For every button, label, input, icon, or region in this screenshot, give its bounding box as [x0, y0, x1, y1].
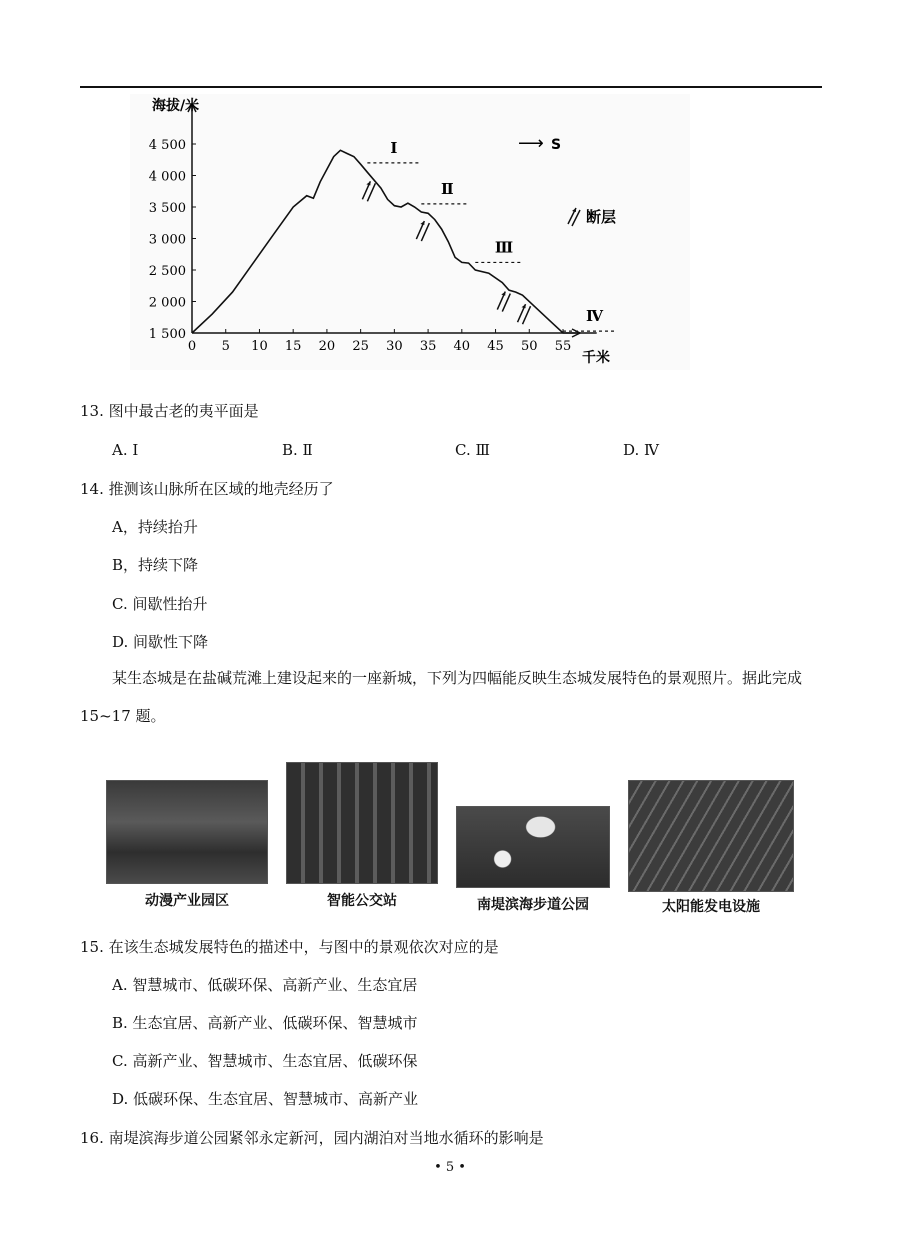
photo-strip	[100, 752, 800, 922]
question-13: 13. 图中最古老的夷平面是	[80, 402, 259, 420]
x-tick-label: 30	[386, 339, 403, 354]
q15-option-d: D. 低碳环保、生态宜居、智慧城市、高新产业	[112, 1090, 419, 1108]
x-tick-label: 25	[352, 339, 369, 354]
q13-option-a: A. Ⅰ	[112, 441, 139, 459]
y-tick-label: 2 000	[148, 295, 186, 311]
question-14: 14. 推测该山脉所在区域的地壳经历了	[80, 480, 334, 498]
x-tick-label: 45	[487, 339, 504, 354]
photo-seaside-park	[456, 806, 610, 920]
photo-solar-facility	[628, 780, 794, 920]
x-tick-label: 50	[520, 339, 538, 354]
y-tick-label: 3 500	[148, 201, 186, 216]
q13-option-d: D. Ⅳ	[623, 441, 660, 459]
x-tick-label: 35	[419, 339, 437, 354]
photo-image	[456, 806, 610, 888]
header-rule	[80, 86, 822, 88]
y-tick-label: 3 000	[148, 232, 186, 248]
x-axis-label: 千米	[582, 350, 610, 366]
terrace-label: Ⅱ	[440, 179, 454, 198]
q13-option-b: B. Ⅱ	[282, 441, 313, 459]
legend-direction	[518, 133, 561, 154]
terrace-label: Ⅰ	[390, 138, 398, 157]
q14-option-d: D. 间歇性下降	[112, 633, 209, 651]
x-tick-label: 20	[318, 339, 336, 354]
fault-legend-label: 断层	[586, 208, 617, 226]
question-16: 16. 南堤滨海步道公园紧邻永定新河，园内湖泊对当地水循环的影响是	[80, 1129, 544, 1147]
x-tick-label: 5	[221, 339, 230, 354]
intro-paragraph: 某生态城是在盐碱荒滩上建设起来的一座新城，下列为四幅能反映生态城发展特色的景观照片。据此完成 15~17 题。	[80, 669, 803, 725]
q15-option-b: B. 生态宜居、高新产业、低碳环保、智慧城市	[112, 1014, 418, 1032]
q15-option-a: A. 智慧城市、低碳环保、高新产业、生态宜居	[112, 976, 418, 994]
q14-option-c: C. 间歇性抬升	[112, 595, 208, 613]
q14-option-b: B，持续下降	[112, 556, 199, 574]
photo-caption: 南堤滨海步道公园	[477, 897, 589, 913]
x-tick-label: 10	[251, 339, 268, 354]
page-number: • 5 •	[434, 1160, 466, 1175]
terrain-profile-chart	[130, 94, 690, 370]
x-tick-label: 0	[187, 339, 197, 354]
photo-caption: 太阳能发电设施	[662, 899, 760, 915]
q15-option-c: C. 高新产业、智慧城市、生态宜居、低碳环保	[112, 1052, 418, 1070]
x-tick-label: 40	[453, 339, 471, 354]
y-tick-label: 4 000	[148, 169, 186, 185]
photo-caption: 智能公交站	[327, 893, 397, 909]
terrace-label: Ⅲ	[494, 238, 514, 257]
question-15: 15. 在该生态城发展特色的描述中，与图中的景观依次对应的是	[80, 938, 499, 956]
x-tick-label: 55	[554, 339, 572, 354]
direction-label: S	[551, 137, 562, 153]
direction-arrow-icon: ⟶	[518, 133, 544, 154]
photo-image	[286, 762, 438, 884]
terrace-label: Ⅳ	[585, 307, 604, 326]
q14-option-a: A，持续抬升	[112, 518, 198, 536]
y-tick-label: 2 500	[148, 264, 186, 279]
y-axis-label: 海拔/米	[152, 98, 200, 114]
photo-image	[628, 780, 794, 892]
y-tick-label: 4 500	[148, 138, 186, 153]
chart-background	[130, 94, 690, 370]
photo-caption: 动漫产业园区	[145, 893, 229, 909]
photo-animation-park	[106, 780, 268, 920]
x-tick-label: 15	[284, 339, 302, 354]
photo-smart-bus-stop	[286, 762, 438, 920]
photo-image	[106, 780, 268, 884]
q13-option-c: C. Ⅲ	[455, 441, 490, 459]
y-tick-label: 1 500	[148, 327, 186, 342]
